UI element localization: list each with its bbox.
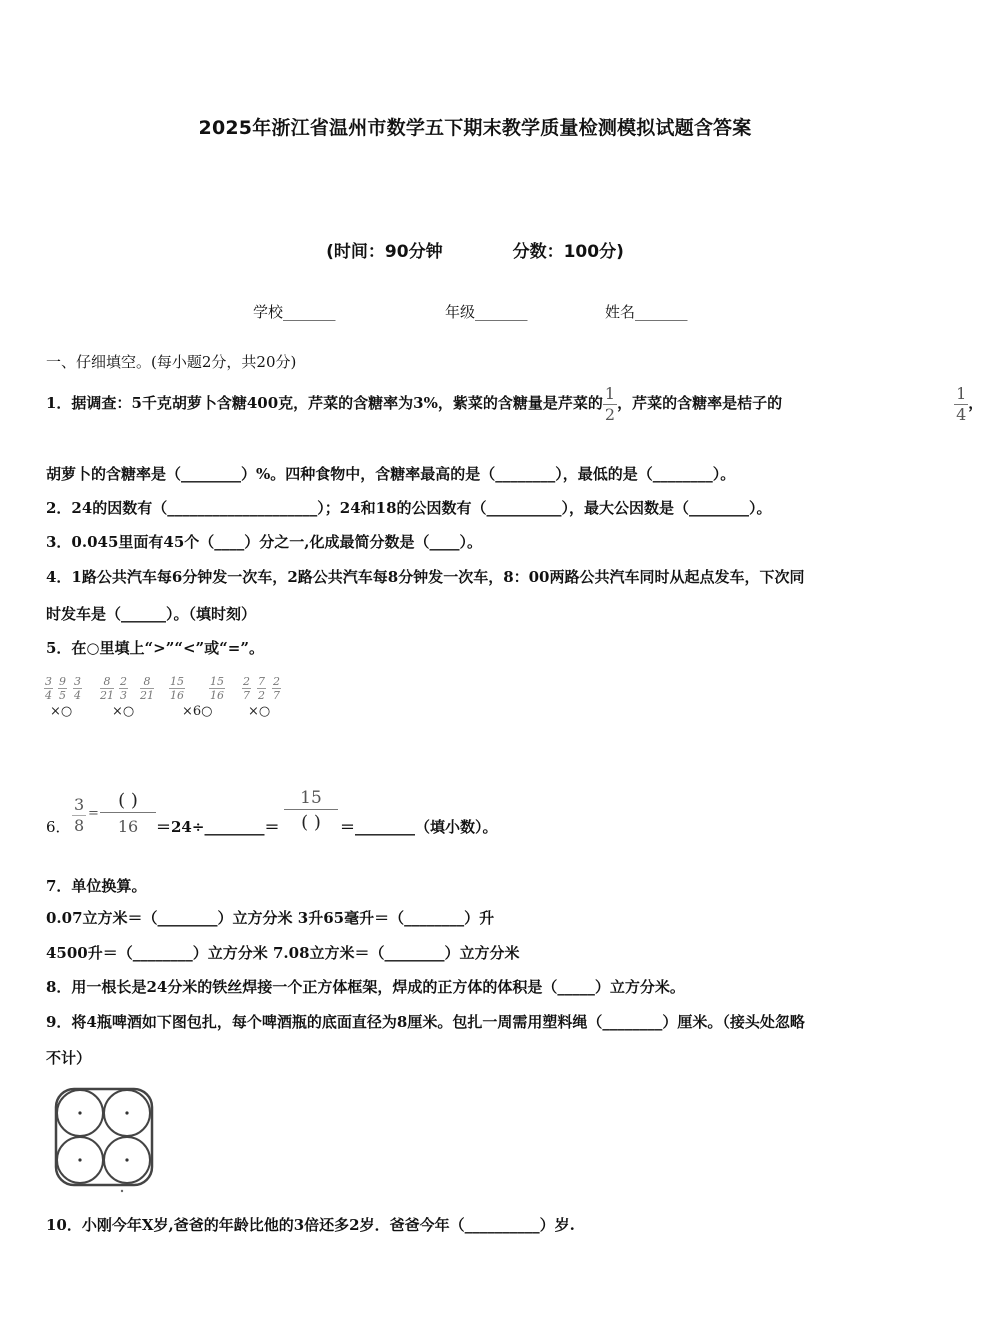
compare-circle[interactable]: ×6○ xyxy=(182,704,213,719)
question-6-middle: ＝24÷________＝ xyxy=(156,818,280,836)
question-5: 5．在○里填上“>”“<”或“=”。 xyxy=(46,639,264,657)
exam-meta xyxy=(0,237,950,262)
fraction-one-half: $\frac{1}{2}$ xyxy=(604,383,616,424)
section-heading: 一、仔细填空。(每小题2分，共20分) xyxy=(46,353,297,371)
school-field: 学校_______ xyxy=(253,303,336,321)
question-1-line-2: 胡萝卜的含糖率是（________）%。四种食物中，含糖率最高的是（________），最低的是（________）。 xyxy=(46,465,736,483)
bottle-center xyxy=(125,1111,128,1114)
question-6-end: ＝________（填小数）。 xyxy=(340,818,498,836)
grade-field: 年级_______ xyxy=(445,303,528,321)
question-1-text-b: ，芹菜的含糖率是桔子的 xyxy=(617,394,783,412)
question-8: 8．用一根长是24分米的铁丝焊接一个正方体框架，焊成的正方体的体积是（_____）立方分米。 xyxy=(46,978,685,996)
compare-circle[interactable]: ×○ xyxy=(112,704,135,719)
small-fraction: 2 7 xyxy=(273,675,280,702)
question-7-line-2: 4500升＝（________）立方分米 7.08立方米＝（________）立方分米 xyxy=(46,944,520,962)
question-9-line-2: 不计） xyxy=(46,1049,92,1067)
bottle-center xyxy=(78,1111,81,1114)
small-fraction: 8 21 xyxy=(100,675,114,702)
bottles-bundle-diagram xyxy=(50,1085,160,1195)
question-6-label: 6． xyxy=(46,818,71,836)
document-title: 2025年浙江省温州市数学五下期末教学质量检测模拟试题含答案 xyxy=(198,117,752,139)
small-fraction: 7 2 xyxy=(258,675,265,702)
question-9-line-1: 9．将4瓶啤酒如下图包扎，每个啤酒瓶的底面直径为8厘米。包扎一周需用塑料绳（________）厘米。（接头处忽略 xyxy=(46,1013,805,1031)
fraction-one-quarter: $\frac{1}{4}$ xyxy=(956,383,967,424)
small-fraction: 15 16 xyxy=(170,675,184,702)
question-1-text-a: 1．据调查：5千克胡萝卜含糖400克，芹菜的含糖率为3%，紫菜的含糖量是芹菜的 xyxy=(46,394,603,412)
question-2: 2．24的因数有（____________________）；24和18的公因数有（__________），最大公因数是（________）。 xyxy=(46,499,772,517)
small-fraction: 8 21 xyxy=(140,675,154,702)
small-fraction: 9 5 xyxy=(59,675,66,702)
question-7-title: 7．单位换算。 xyxy=(46,877,147,895)
question-10: 10．小刚今年X岁,爸爸的年龄比他的3倍还多2岁．爸爸今年（__________）岁. xyxy=(46,1216,575,1234)
compare-circle[interactable]: ×○ xyxy=(50,704,73,719)
small-fraction: 3 4 xyxy=(74,675,81,702)
question-6 xyxy=(46,788,646,848)
rope-outline xyxy=(56,1089,152,1185)
equals-sign: = xyxy=(88,806,99,821)
question-7-line-1: 0.07立方米＝（________）立方分米 3升65毫升＝（________）升 xyxy=(46,909,495,927)
fraction-three-eighths: $\frac{3}{8}$ xyxy=(74,795,85,835)
bottle-center xyxy=(125,1158,128,1161)
compare-circle[interactable]: ×○ xyxy=(248,704,271,719)
small-fraction: 2 7 xyxy=(243,675,250,702)
small-fraction: 15 16 xyxy=(210,675,224,702)
name-field: 姓名_______ xyxy=(605,303,688,321)
fraction-15-over-blank: 15 ( ) xyxy=(284,790,338,832)
question-3: 3．0.045里面有45个（____）分之一,化成最简分数是（____）。 xyxy=(46,533,483,551)
exam-time: (时间：90分钟 xyxy=(326,242,443,262)
question-4-line-1: 4．1路公共汽车每6分钟发一次车，2路公共汽车每8分钟发一次车，8：00两路公共汽车同时从起点发车，下次同 xyxy=(46,568,805,586)
small-fraction: 3 4 xyxy=(45,675,52,702)
bottle-center xyxy=(78,1158,81,1161)
question-4-line-2: 时发车是（______）。（填时刻） xyxy=(46,605,257,623)
small-fraction: 2 3 xyxy=(120,675,127,702)
question-1-line-1 xyxy=(46,378,983,428)
rope-knot xyxy=(121,1190,123,1192)
exam-score: 分数：100分) xyxy=(512,242,624,262)
fraction-blank-over-16: ( ) 16 xyxy=(100,792,156,835)
question-1-text-c: ， xyxy=(968,394,983,412)
